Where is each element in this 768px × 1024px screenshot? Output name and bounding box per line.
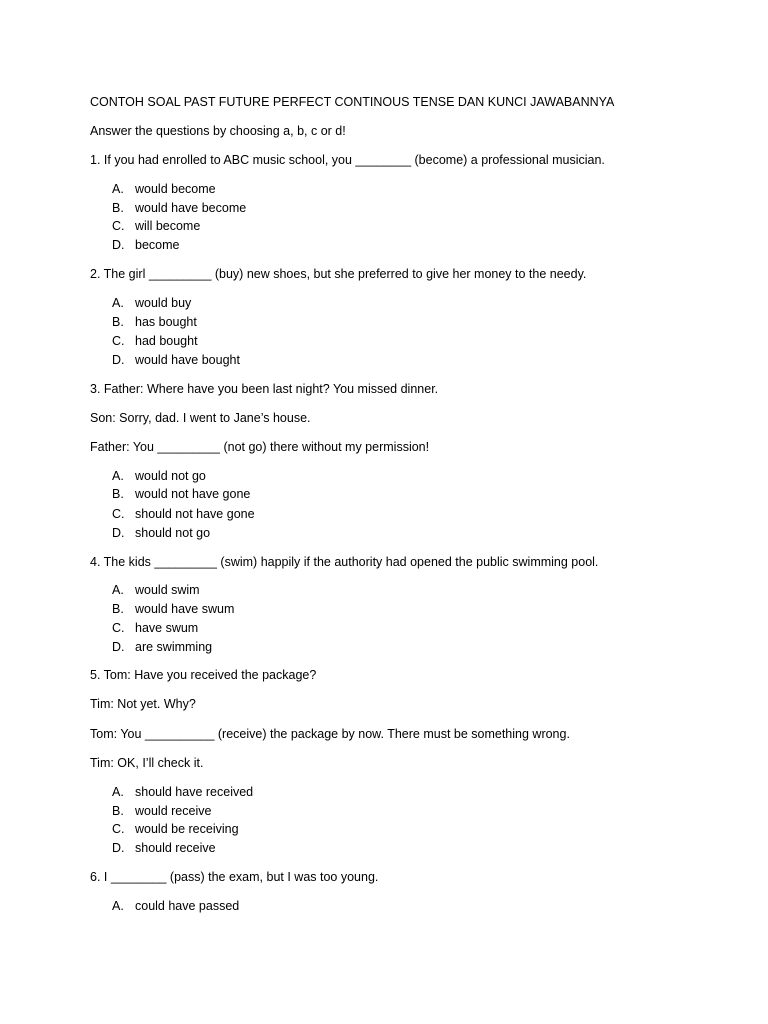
question-2-text: 2. The girl _________ (buy) new shoes, but she preferred to give her money to the needy. bbox=[90, 267, 587, 281]
question-4-option-d: D. are swimming bbox=[112, 640, 213, 654]
question-5-dialogue-line: Tim: OK, I’ll check it. bbox=[90, 756, 204, 770]
question-5-option-d: D. should receive bbox=[112, 841, 216, 855]
question-4-option-b: B. would have swum bbox=[112, 602, 235, 616]
question-1-option-d: D. become bbox=[112, 238, 180, 252]
question-1-option-b: B. would have become bbox=[112, 201, 247, 215]
question-6-text: 6. I ________ (pass) the exam, but I was too young. bbox=[90, 870, 379, 884]
question-1-text: 1. If you had enrolled to ABC music school, you ________ (become) a professional musician. bbox=[90, 153, 605, 167]
question-1-option-a: A. would become bbox=[112, 182, 216, 196]
question-2-option-d: D. would have bought bbox=[112, 353, 240, 367]
question-5-option-c: C. would be receiving bbox=[112, 822, 239, 836]
question-2-option-a: A. would buy bbox=[112, 296, 192, 310]
question-4-option-a: A. would swim bbox=[112, 583, 200, 597]
question-5-dialogue-line: Tim: Not yet. Why? bbox=[90, 697, 196, 711]
question-3-option-d: D. should not go bbox=[112, 526, 211, 540]
question-5-dialogue-line: Tom: You __________ (receive) the package by now. There must be something wrong. bbox=[90, 727, 570, 741]
question-5-option-b: B. would receive bbox=[112, 804, 212, 818]
question-2-option-c: C. had bought bbox=[112, 334, 198, 348]
question-3-option-a: A. would not go bbox=[112, 469, 206, 483]
question-5-option-a: A. should have received bbox=[112, 785, 254, 799]
question-2-option-b: B. has bought bbox=[112, 315, 197, 329]
question-3-option-c: C. should not have gone bbox=[112, 507, 255, 521]
document-title: CONTOH SOAL PAST FUTURE PERFECT CONTINOUS TENSE DAN KUNCI JAWABANNYA bbox=[90, 95, 615, 109]
question-3-option-b: B. would not have gone bbox=[112, 487, 251, 501]
question-5-text: 5. Tom: Have you received the package? bbox=[90, 668, 317, 682]
question-3-text: 3. Father: Where have you been last night? You missed dinner. bbox=[90, 382, 439, 396]
instruction-text: Answer the questions by choosing a, b, c or d! bbox=[90, 124, 346, 138]
question-3-dialogue-line: Son: Sorry, dad. I went to Jane’s house. bbox=[90, 411, 311, 425]
question-4-option-c: C. have swum bbox=[112, 621, 199, 635]
question-6-option-a: A. could have passed bbox=[112, 899, 240, 913]
question-1-option-c: C. will become bbox=[112, 219, 201, 233]
question-4-text: 4. The kids _________ (swim) happily if the authority had opened the public swimming pool. bbox=[90, 555, 599, 569]
question-3-dialogue-line: Father: You _________ (not go) there without my permission! bbox=[90, 440, 430, 454]
